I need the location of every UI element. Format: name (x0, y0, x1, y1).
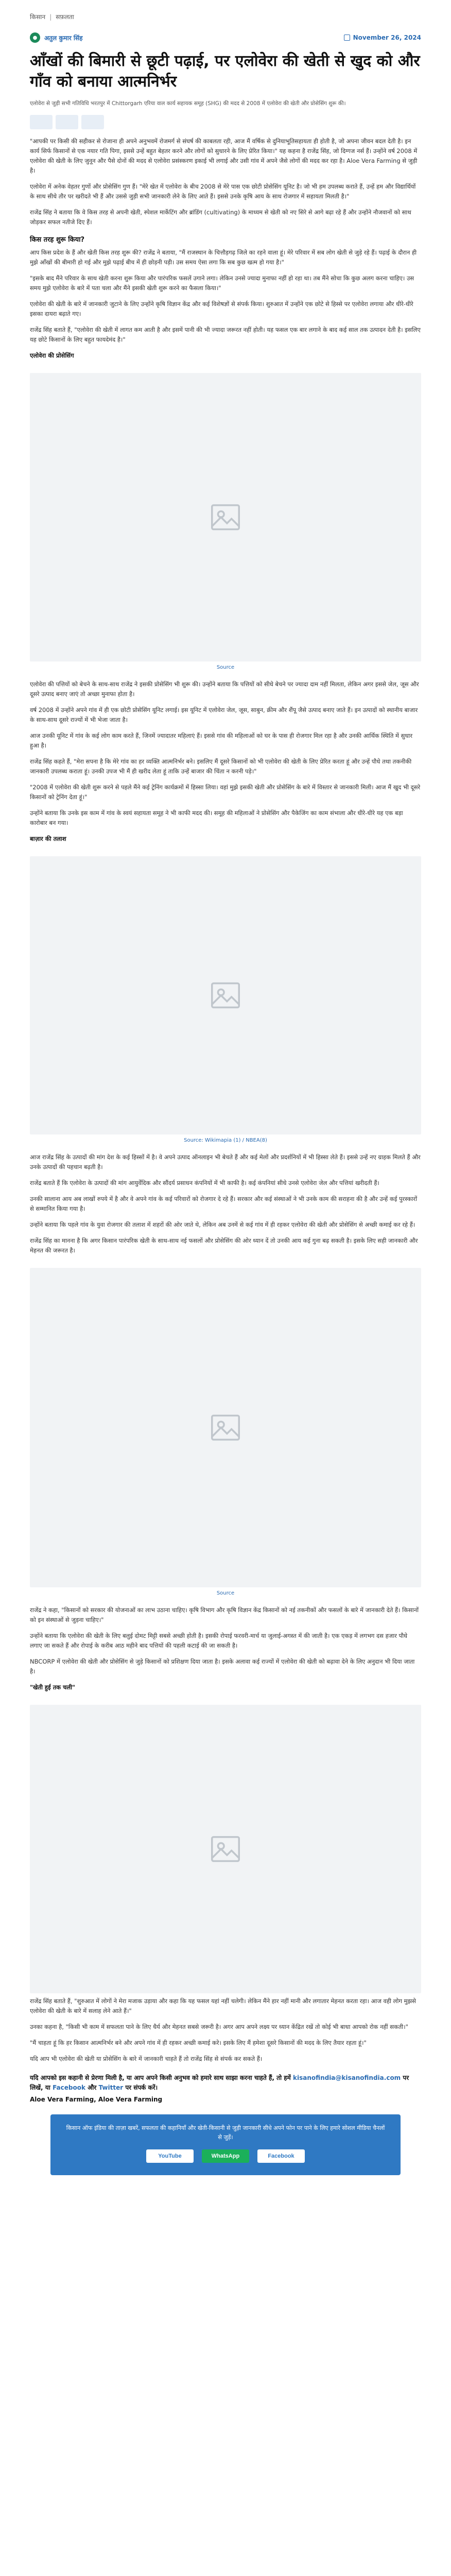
share-icon[interactable] (56, 115, 78, 129)
whatsapp-button[interactable]: WhatsApp (202, 2149, 249, 2163)
paragraph: राजेंद्र सिंह कहते हैं, "मेरा सपना है कि मेरे गांव का हर व्यक्ति आत्मनिर्भर बने। इसलिए मैं दूसरे किसानों को भी एलोवेरा की खेती के लिए प्रेरित करता हूं और उन्हें पौधे तथा तकनीकी जानकारी उपलब्ध कराता हूं। उनकी उपज भी मैं ही खरीद लेता हूं ताकि उन्हें बाजार की चिंता न करनी पड़े।" (30, 758, 412, 775)
twitter-link[interactable]: Twitter (98, 2084, 124, 2091)
publish-date (344, 34, 421, 41)
share-icon[interactable] (30, 115, 53, 129)
article-image (30, 856, 421, 1134)
page-footer-space (30, 2175, 421, 2211)
paragraph: राजेंद्र ने कहा, "किसानों को सरकार की योजनाओं का लाभ उठाना चाहिए। कृषि विभाग और कृषि विज्ञान केंद्र किसानों को नई तकनीकों और फसलों के बारे में जानकारी देते हैं। किसानों को इन संस्थाओं से जुड़ना चाहिए।" (30, 1606, 419, 1623)
cta-text: और (88, 2084, 97, 2091)
author-name[interactable]: अतुल कुमार सिंह (44, 34, 83, 42)
paragraph: "इसके बाद मैंने परिवार के साथ खेती करना शुरू किया और पारंपरिक फसलें उगाने लगा। लेकिन उनसे ज्यादा मुनाफा नहीं हो रहा था। तब मैंने सोचा कि कुछ अलग करना चाहिए। उस समय मुझे एलोवेरा के बारे में पता चला और मैंने इसकी खेती शुरू करने का फैसला किया।" (30, 275, 414, 292)
paragraph: राजेंद्र सिंह बताते हैं, "शुरुआत में लोगों ने मेरा मजाक उड़ाया और कहा कि यह फसल यहां नहीं चलेगी। लेकिन मैंने हार नहीं मानी और लगातार मेहनत करता रहा। आज वही लोग मुझसे एलोवेरा की खेती के बारे में सलाह लेने आते हैं।" (30, 1997, 416, 2014)
paragraph: राजेंद्र सिंह बताते हैं, "एलोवेरा की खेती में लागत कम आती है और इसमें पानी की भी ज्यादा जरूरत नहीं होती। यह फसल एक बार लगाने के बाद कई साल तक उत्पादन देती है। इसलिए यह छोटे किसानों के लिए बहुत फायदेमंद है।" (30, 326, 421, 343)
paragraph: उन्होंने बताया कि एलोवेरा की खेती के लिए बलुई दोमट मिट्टी सबसे अच्छी होती है। इसकी रोपाई फरवरी-मार्च या जुलाई-अगस्त में की जाती है। एक एकड़ में लगभग दस हजार पौधे लगाए जा सकते हैं और रोपाई के करीब आठ महीने बाद पत्तियों की पहली कटाई की जा सकती है। (30, 1632, 408, 1649)
paragraph: राजेंद्र बताते हैं कि एलोवेरा के उत्पादों की मांग आयुर्वेदिक और सौंदर्य प्रसाधन कंपनियों में भी काफी है। कई कंपनियां सीधे उनसे एलोवेरा जेल और पत्तियां खरीदती हैं। (30, 1179, 379, 1187)
image-placeholder-icon (30, 373, 421, 662)
image-caption[interactable]: Source (216, 665, 235, 670)
facebook-button[interactable]: Facebook (257, 2149, 305, 2163)
image-placeholder-icon (30, 1705, 421, 1993)
email-link[interactable]: kisanofindia@kisanofindia.com (293, 2074, 401, 2081)
paragraph: राजेंद्र सिंह का मानना है कि अगर किसान पारंपरिक खेती के साथ-साथ नई फसलों और प्रोसेसिंग की ओर ध्यान दें तो उनकी आय कई गुना बढ़ सकती है। इसके लिए सही जानकारी और मेहनत की जरूरत है। (30, 1237, 418, 1254)
contact-cta (30, 2073, 421, 2093)
paragraph: उन्होंने बताया कि उनके इस काम में गांव के स्वयं सहायता समूह ने भी काफी मदद की। समूह की महिलाओं ने प्रोसेसिंग और पैकेजिंग का काम संभाला और धीरे-धीरे यह एक बड़ा कारोबार बन गया। (30, 809, 403, 826)
share-icon[interactable] (81, 115, 104, 129)
image-placeholder-icon (30, 856, 421, 1134)
article-tags[interactable]: Aloe Vera Farming, Aloe Vera Farming (30, 2096, 163, 2103)
paragraph: उनका कहना है, "किसी भी काम में सफलता पाने के लिए धैर्य और मेहनत सबसे जरूरी है। अगर आप अपने लक्ष्य पर ध्यान केंद्रित रखें तो कोई भी बाधा आपको रोक नहीं सकती।" (30, 2023, 408, 2030)
paragraph: यदि आप भी एलोवेरा की खेती या प्रोसेसिंग के बारे में जानकारी चाहते हैं तो राजेंद्र सिंह से संपर्क कर सकते हैं। (30, 2055, 263, 2062)
calendar-icon (344, 35, 350, 41)
subscribe-banner (50, 2114, 401, 2175)
breadcrumb (30, 0, 421, 21)
paragraph: राजेंद्र सिंह ने बताया कि वे किस तरह से अपनी खेती, स्पेशल मार्केटिंग और ब्रांडिंग (cultivating) के माध्यम से खेती को नए सिरे से आगे बढ़ा रहे हैं और उन्होंने नौजवानों को साथ जोड़कर सफल नतीजे दिए हैं। (30, 209, 411, 226)
subscribe-text: किसान ऑफ इंडिया की ताज़ा खबरें, सफलता की कहानियाँ और खेती-किसानी से जुड़ी जानकारी सीधे अपने फोन पर पाने के लिए हमारे सोशल मीडिया चैनलों से जुड़ें। (66, 2125, 385, 2141)
paragraph: उन्होंने बताया कि पहले गांव के युवा रोजगार की तलाश में शहरों की ओर जाते थे, लेकिन अब उनमें से कई गांव में ही रहकर एलोवेरा की खेती और प्रोसेसिंग से अच्छी कमाई कर रहे हैं। (30, 1221, 415, 1228)
paragraph: "आपकी पर किसी की सहीकर से रोजाना ही अपने अनुभवमें रोजमर्ग से संघर्ष की काबलता रही, आज मैं वर्षिक से दुनियाभूतिसहायता ही होती है, जो अपना जीवन बदल देती है। इन कार्य सिर्फ किसानों से एक नयार गति पिगा, इससे उन्हें बहुत बेहतर करने और लोगों को सुधारने के लिए प्रेरित किया।" यह कहना है राजेंद्र सिंह, जो दिग्गज नर्स हैं। उन्होंने वर्ष 2008 में एलोवेरा की खेती के लिए जुनून और पैसे दोनों की मदद से एलोवेरा प्रसंस्करण इकाई भी लगाई और उसी गांव में अपने जैसे लोगों की मदद कर रहा है। Aloe Vera Farming से जुड़ी है। (30, 138, 418, 174)
cta-text: पर संपर्क करें। (125, 2084, 158, 2091)
paragraph: आज उनकी यूनिट में गांव के कई लोग काम करते हैं, जिनमें ज्यादातर महिलाएं हैं। इससे गांव की महिलाओं को घर के पास ही रोजगार मिल रहा है और उनकी आर्थिक स्थिति में सुधार हुआ है। (30, 732, 413, 749)
paragraph: वर्ष 2008 में उन्होंने अपने गांव में ही एक छोटी प्रोसेसिंग यूनिट लगाई। इस यूनिट में एलोवेरा जेल, जूस, साबुन, क्रीम और शैंपू जैसे उत्पाद बनाए जाते हैं। इन उत्पादों को स्थानीय बाजार के साथ-साथ दूसरे राज्यों में भी भेजा जाता है। (30, 706, 418, 723)
paragraph: एलोवेरा में अनेक वेहतर गुणों और प्रोसेसिंग गुण हैं। "मेरे खेत में एलोवेरा के बीच 2008 से मेरे पास एक छोटी प्रोसेसिंग यूनिट है। जो भी हम उपलब्ध कराते हैं, उन्हें हम और विद्यार्थियों के साथ सीधे तौर पर खरीदते भी हैं और उससे जुड़ी सभी जानकारी लेने के लिए आते हैं। इससे उनके कृषि आय के साथ रोजगार में सहायता मिलती है।" (30, 183, 416, 200)
paragraph: बाज़ार की तलाश (30, 835, 66, 842)
paragraph: आप किस प्रदेश के हैं और खेती किस तरह शुरू की? राजेंद्र ने बताया, "मैं राजस्थान के चित्तौड़गढ़ जिले का रहने वाला हूं। मेरे परिवार में सब लोग खेती से जुड़े रहे हैं। पढ़ाई के दौरान ही मुझे आँखों की बीमारी हो गई और मुझे पढ़ाई बीच में ही छोड़नी पड़ी। उस समय ऐसा लगा कि सब कुछ खत्म हो गया है।" (30, 249, 417, 266)
paragraph: NBCORP में एलोवेरा की खेती और प्रोसेसिंग से जुड़े किसानों को प्रशिक्षण दिया जाता है। इसके अलावा कई राज्यों में एलोवेरा की खेती को बढ़ावा देने के लिए अनुदान भी दिया जाता है। (30, 1658, 415, 1675)
article-image (30, 1705, 421, 1993)
youtube-button[interactable]: YouTube (146, 2149, 194, 2163)
breadcrumb-item[interactable]: किसान (30, 13, 46, 21)
subscribe-buttons (65, 2149, 386, 2163)
author[interactable] (30, 32, 83, 43)
image-caption[interactable]: Source: Wikimapia (1) / NBEA(8) (184, 1138, 267, 1143)
image-placeholder-icon (30, 1268, 421, 1587)
share-icons (30, 115, 421, 129)
cta-text: यदि आपको इस कहानी से प्रेरणा मिली है, या आप अपने किसी अनुभव को हमारे साथ साझा करना चाहते हैं, तो हमें (30, 2074, 291, 2081)
breadcrumb-separator: | (49, 13, 52, 21)
section-heading: किस तरह शुरू किया? (30, 236, 85, 244)
paragraph: उनकी सालाना आय अब लाखों रुपये में है और वे अपने गांव के कई परिवारों को रोजगार दे रहे हैं। सरकार और कई संस्थाओं ने भी उनके काम की सराहना की है और उन्हें कई पुरस्कारों से सम्मानित किया गया है। (30, 1195, 418, 1212)
cta-text: पर लिखें, या (30, 2074, 409, 2091)
paragraph: "2008 में एलोवेरा की खेती शुरू करने से पहले मैंने कई ट्रेनिंग कार्यक्रमों में हिस्सा लिया। वहां मुझे इसकी खेती और प्रोसेसिंग के बारे में विस्तार से जानकारी मिली। आज मैं खुद भी दूसरे किसानों को ट्रेनिंग देता हूं।" (30, 784, 421, 801)
paragraph: एलोवेरा की पत्तियों को बेचने के साथ-साथ राजेंद्र ने इसकी प्रोसेसिंग भी शुरू की। उन्होंने बताया कि पत्तियों को सीधे बेचने पर ज्यादा दाम नहीं मिलता, लेकिन अगर इससे जेल, जूस और दूसरे उत्पाद बनाए जाएं तो अच्छा मुनाफा होता है। (30, 681, 419, 698)
article-lede: एलोवेरा से जुड़ी सभी गतिविधि भरतपुर में Chittorgarh एरिया वाल कार्य सहायक समूह (SHG) की मदद से 2008 में एलोवेरा की खेती और प्रोसेसिंग शुरू की। (30, 100, 346, 107)
article-image (30, 373, 421, 662)
breadcrumb-item[interactable]: सफ़लता (56, 13, 74, 21)
paragraph: "खेती हुई तक चली" (30, 1684, 76, 1691)
avatar: ● (30, 32, 40, 43)
paragraph: आज राजेंद्र सिंह के उत्पादों की मांग देश के कई हिस्सों में है। वे अपने उत्पाद ऑनलाइन भी बेचते हैं और कई मेलों और प्रदर्शनियों में भी हिस्सा लेते हैं। इससे उन्हें नए ग्राहक मिलते हैं और उनके उत्पादों की पहचान बढ़ती है। (30, 1154, 421, 1171)
byline (30, 32, 421, 43)
article-image (30, 1268, 421, 1587)
facebook-link[interactable]: Facebook (53, 2084, 85, 2091)
paragraph: एलोवेरा की खेती के बारे में जानकारी जुटाने के लिए उन्होंने कृषि विज्ञान केंद्र और कई विशेषज्ञों से संपर्क किया। शुरुआत में उन्होंने एक छोटे से हिस्से पर एलोवेरा लगाया और धीरे-धीरे इसका दायरा बढ़ाते गए। (30, 300, 413, 317)
image-caption[interactable]: Source (216, 1590, 235, 1596)
date-text: November 26, 2024 (353, 34, 421, 41)
article-title: आँखों की बिमारी से छूटी पढ़ाई, पर एलोवेरा की खेती से खुद को और गाँव को बनाया आत्मनिर्भर (30, 52, 420, 91)
paragraph: एलोवेरा की प्रोसेसिंग (30, 352, 74, 359)
paragraph: "मैं चाहता हूं कि हर किसान आत्मनिर्भर बने और अपने गांव में ही रहकर अच्छी कमाई करे। इसके लिए मैं हमेशा दूसरे किसानों की मदद के लिए तैयार रहता हूं।" (30, 2039, 367, 2046)
